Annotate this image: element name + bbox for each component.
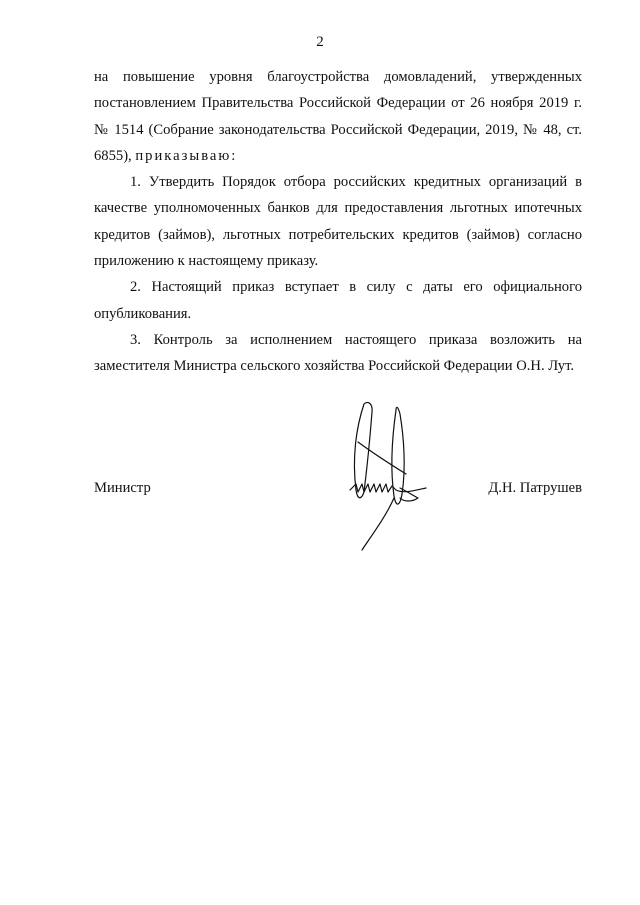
- paragraph-item-3: 3. Контроль за исполнением настоящего приказа возложить на заместителя Министра сельского хозяйства Российской Федерации О.Н. Лут.: [94, 331, 582, 375]
- paragraph-intro-text: на повышение уровня благоустройства домовладений, утвержденных постановлением Правительства Российской Федерации от 26 ноября 2019 г. № 1514 (Собрание законодательства Российской Федерации, 2019, № 48, ст. 6855),: [94, 69, 582, 164]
- paragraph-intro-colon: :: [231, 147, 236, 164]
- paragraph-intro: [94, 64, 582, 169]
- signatory-title: Министр: [94, 480, 151, 496]
- page-number: 2: [316, 34, 324, 50]
- signatory-name: Д.Н. Патрушев: [488, 480, 582, 496]
- order-keyword: приказываю: [135, 147, 232, 164]
- document-body: [94, 64, 582, 380]
- signature-stroke-tail: [362, 498, 394, 550]
- paragraph-item-2: 2. Настоящий приказ вступает в силу с даты его официального опубликования.: [94, 279, 582, 322]
- signature-stroke-diagonal: [358, 442, 406, 474]
- paragraph-item-1: 1. Утвердить Порядок отбора российских кредитных организаций в качестве уполномоченных банков для предоставления льготных ипотечных кредитов (займов), льготных потребительских кредитов (займов) согласно приложению к настоящему приказу.: [94, 174, 582, 270]
- handwritten-signature: [334, 398, 434, 558]
- signature-stroke-zigzag: [350, 484, 426, 492]
